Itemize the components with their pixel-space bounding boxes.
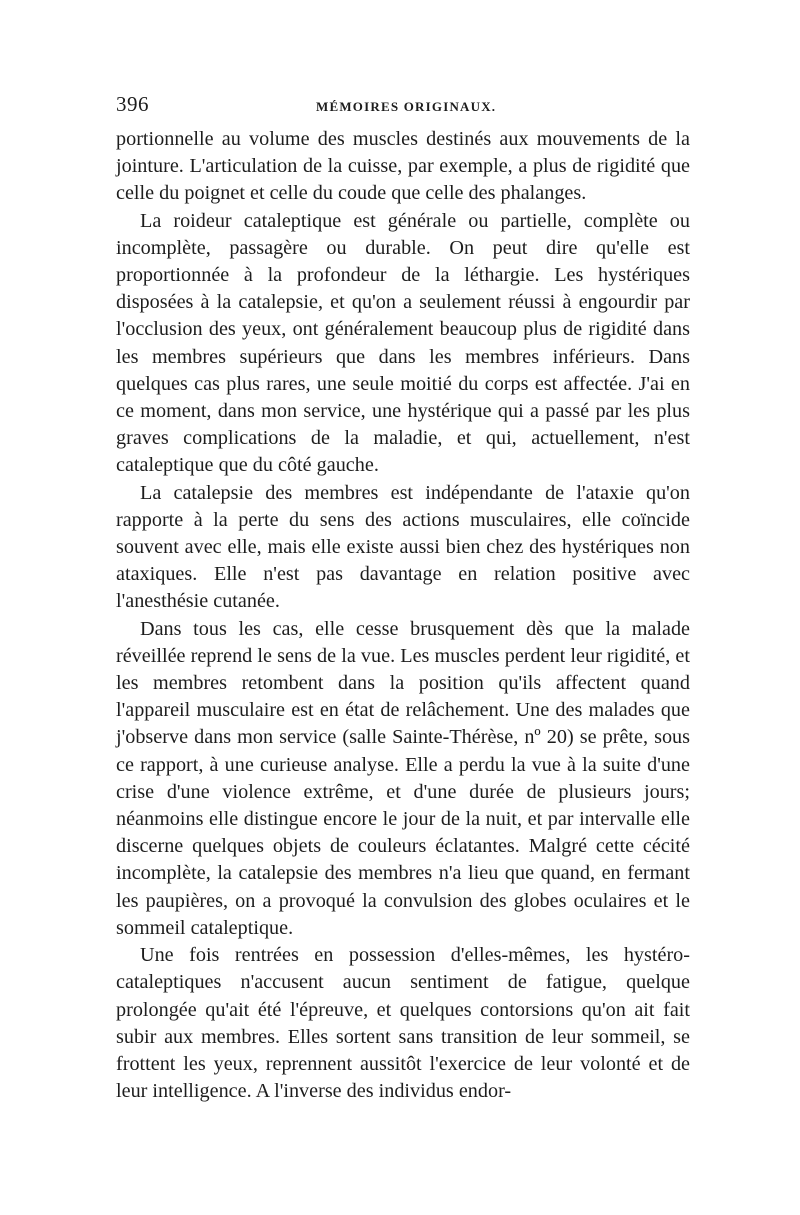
book-page — [116, 92, 690, 1105]
running-header — [116, 92, 690, 126]
paragraph: Dans tous les cas, elle cesse brusquement dès que la malade réveillée reprend le sens de la vue. Les muscles perdent leur rigidité, et les membres retombent dans la position qu'ils affectent quand l'appareil musculaire est en état de relâchement. Une des malades que j'observe dans mon service (salle Sainte-Thérèse, nº 20) se prête, sous ce rapport, à une curieuse analyse. Elle a perdu la vue à la suite d'une crise d'une violence extrême, et d'une durée de plusieurs jours; néanmoins elle distingue encore le jour de la nuit, et par intervalle elle discerne quelques objets de couleurs éclatantes. Malgré cette cécité incomplète, la catalepsie des membres n'a lieu que quand, en fermant les paupières, on a provoqué la convulsion des globes oculaires et le sommeil cataleptique. — [116, 617, 690, 939]
paragraph-continued: portionnelle au volume des muscles destinés aux mouvements de la jointure. L'articulation de la cuisse, par exemple, a plus de rigidité que celle du poignet et celle du coude que celle des phalanges. — [116, 128, 690, 205]
paragraph: La catalepsie des membres est indépendante de l'ataxie qu'on rapporte à la perte du sens des actions musculaires, elle coïncide souvent avec elle, mais elle existe aussi bien chez des hystériques non ataxiques. Elle n'est pas davantage en relation positive avec l'anesthésie cutanée. — [116, 481, 690, 613]
page-number: 396 — [116, 92, 149, 116]
running-title: MÉMOIRES ORIGINAUX. — [316, 99, 497, 114]
paragraph: Une fois rentrées en possession d'elles-mêmes, les hystéro-cataleptiques n'accusent aucun sentiment de fatigue, quelque prolongée qu'ait été l'épreuve, et quelques contorsions qu'on ait fait subir aux membres. Elles sortent sans transition de leur sommeil, se frottent les yeux, reprennent aussitôt l'exercice de leur volonté et de leur intelligence. A l'inverse des individus endor- — [116, 944, 690, 1103]
body-text — [116, 126, 690, 1105]
paragraph: La roideur cataleptique est générale ou partielle, complète ou incomplète, passagère ou durable. On peut dire qu'elle est proportionnée à la profondeur de la léthargie. Les hystériques disposées à la catalepsie, et qu'on a seulement réussi à engourdir par l'occlusion des yeux, ont généralement beaucoup plus de rigidité dans les membres supérieurs que dans les membres inférieurs. Dans quelques cas plus rares, une seule moitié du corps est affectée. J'ai en ce moment, dans mon service, une hystérique qui a passé par les plus graves complications de la maladie, et qui, actuellement, n'est cataleptique que du côté gauche. — [116, 209, 690, 477]
